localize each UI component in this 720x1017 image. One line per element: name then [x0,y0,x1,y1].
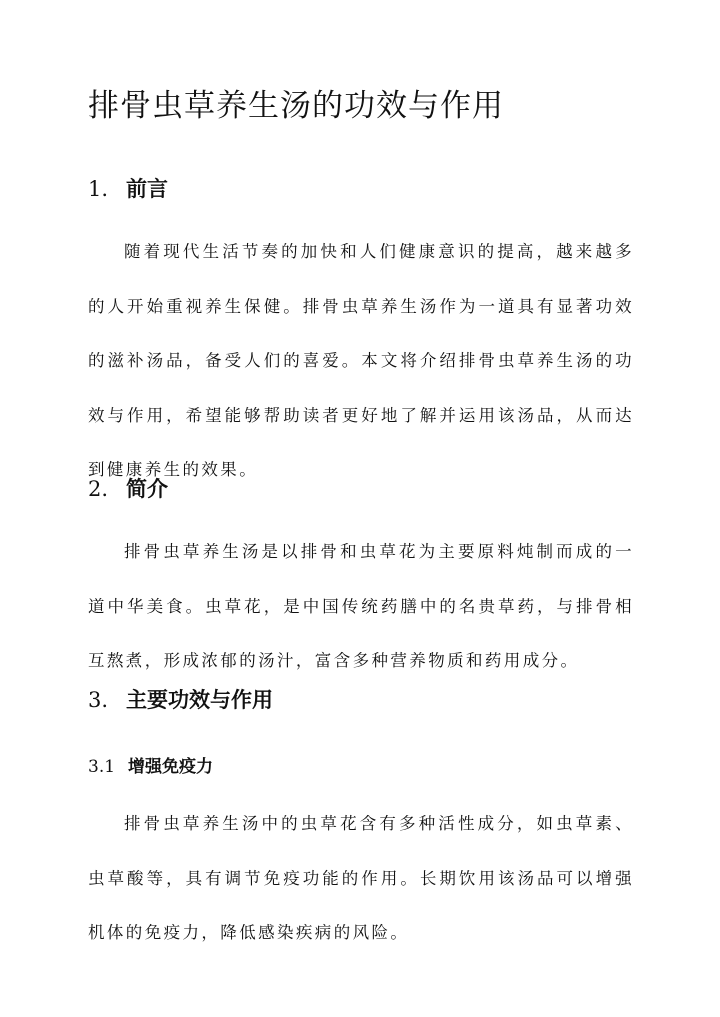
section-heading-intro [88,174,168,204]
section-number: 1. [88,177,109,201]
subsection-number: 3.1 [88,757,116,777]
subsection-title: 增强免疫力 [128,757,213,777]
overview-paragraph: 排骨虫草养生汤是以排骨和虫草花为主要原料炖制而成的一道中华美食。虫草花，是中国传统药膳中的名贵草药，与排骨相互熬煮，形成浓郁的汤汁，富含多种营养物质和药用成分。 [88,542,634,670]
section-heading-overview [88,474,168,504]
section-title: 简介 [126,476,168,501]
immunity-paragraph: 排骨虫草养生汤中的虫草花含有多种活性成分，如虫草素、虫草酸等，具有调节免疫功能的作用。长期饮用该汤品可以增强机体的免疫力，降低感染疾病的风险。 [88,814,634,942]
section-title: 主要功效与作用 [126,687,273,712]
document-title: 排骨虫草养生汤的功效与作用 [88,88,504,124]
section-heading-effects [88,685,273,715]
section-number: 2. [88,477,109,501]
intro-paragraph: 随着现代生活节奏的加快和人们健康意识的提高，越来越多的人开始重视养生保健。排骨虫草养生汤作为一道具有显著功效的滋补汤品，备受人们的喜爱。本文将介绍排骨虫草养生汤的功效与作用，希望能够帮助读者更好地了解并运用该汤品，从而达到健康养生的效果。 [88,242,634,479]
subsection-heading-immunity [88,754,213,780]
section-title: 前言 [126,176,168,201]
section-number: 3. [88,688,109,712]
